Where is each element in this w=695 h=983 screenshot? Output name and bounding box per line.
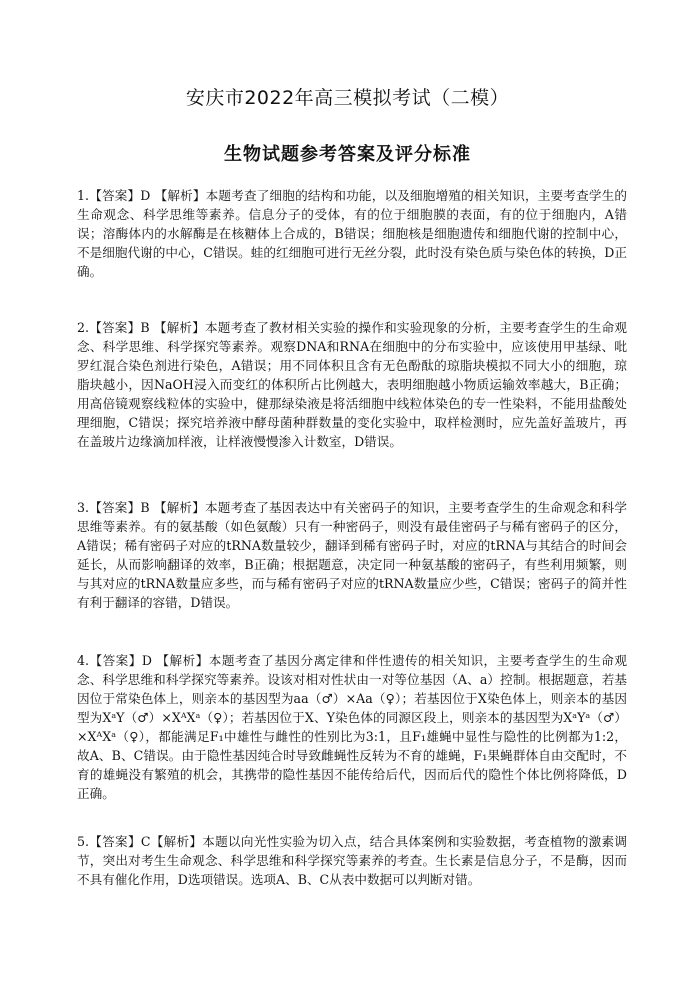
answer-paragraph-3: 3.【答案】B 【解析】本题考查了基因表达中有关密码子的知识，主要考查学生的生命观念和科学思维等素养。有的氨基酸（如色氨酸）只有一种密码子，则没有最佳密码子与稀有密码子的区分，A错误；稀有密码子对应的tRNA数量较少，翻译到稀有密码子时，对应的tRNA与其结合的时间会延长，从而影响翻译的效率，B正确；根据题意，决定同一种氨基酸的密码子，有些利用频繁，则与其对应的tRNA数量应多些，而与稀有密码子对应的tRNA数量应少些，C错误；密码子的简并性有利于翻译的容错，D错误。 (77, 500, 627, 610)
document-subtitle: 生物试题参考答案及评分标准 (224, 144, 471, 165)
document-title: 安庆市2022年高三模拟考试（二模） (185, 87, 510, 109)
answer-paragraph-4: 4.【答案】D 【解析】本题考查了基因分离定律和伴性遗传的相关知识，主要考查学生的生命观念、科学思维和科学探究等素养。设该对相对性状由一对等位基因（A、a）控制。根据题意，若基因位于常染色体上，则亲本的基因型为aa（♂）×Aa（♀）；若基因位于X染色体上，则亲本的基因型为XᵃY（♂）×XᴬXᵃ（♀）；若基因位于X、Y染色体的同源区段上，则亲本的基因型为XᵃYᵃ（♂）×XᴬXᵃ（♀），都能满足F₁中雄性与雌性的性别比为3:1，且F₁雄蝇中显性与隐性的比例都为1:2，故A、B、C错误。由于隐性基因纯合时导致雌蝇性反转为不育的雄蝇，F₁果蝇群体自由交配时，不育的雄蝇没有繁殖的机会，其携带的隐性基因不能传给后代，因而后代的隐性个体比例将降低，D正确。 (77, 653, 627, 801)
answer-paragraph-2: 2.【答案】B 【解析】本题考查了教材相关实验的操作和实验现象的分析，主要考查学生的生命观念、科学思维、科学探究等素养。观察DNA和RNA在细胞中的分布实验中，应该使用甲基绿、吡罗红混合染色剂进行染色，A错误；用不同体积且含有无色酚酞的琼脂块模拟不同大小的细胞，琼脂块越小，因NaOH浸入而变红的体积所占比例越大，表明细胞越小物质运输效率越大，B正确；用高倍镜观察线粒体的实验中，健那绿染液是将活细胞中线粒体染色的专一性染料，不能用盐酸处理细胞，C错误；探究培养液中酵母菌种群数量的变化实验中，取样检测时，应先盖好盖玻片，再在盖玻片边缘滴加样液，让样液慢慢渗入计数室，D错误。 (77, 320, 627, 449)
answer-paragraph-1: 1.【答案】D 【解析】本题考查了细胞的结构和功能，以及细胞增殖的相关知识，主要考查学生的生命观念、科学思维等素养。信息分子的受体，有的位于细胞膜的表面，有的位于细胞内，A错误；溶酶体内的水解酶是在核糖体上合成的，B错误；细胞核是细胞遗传和细胞代谢的控制中心，不是细胞代谢的中心，C错误。蛙的红细胞可进行无丝分裂，此时没有染色质与染色体的转换，D正确。 (77, 188, 627, 279)
answer-paragraph-5: 5.【答案】C【解析】本题以向光性实验为切入点，结合具体案例和实验数据，考查植物的激素调节，突出对考生生命观念、科学思维和科学探究等素养的考查。生长素是信息分子，不是酶，因而不具有催化作用，D选项错误。选项A、B、C从表中数据可以判断对错。 (77, 834, 627, 887)
